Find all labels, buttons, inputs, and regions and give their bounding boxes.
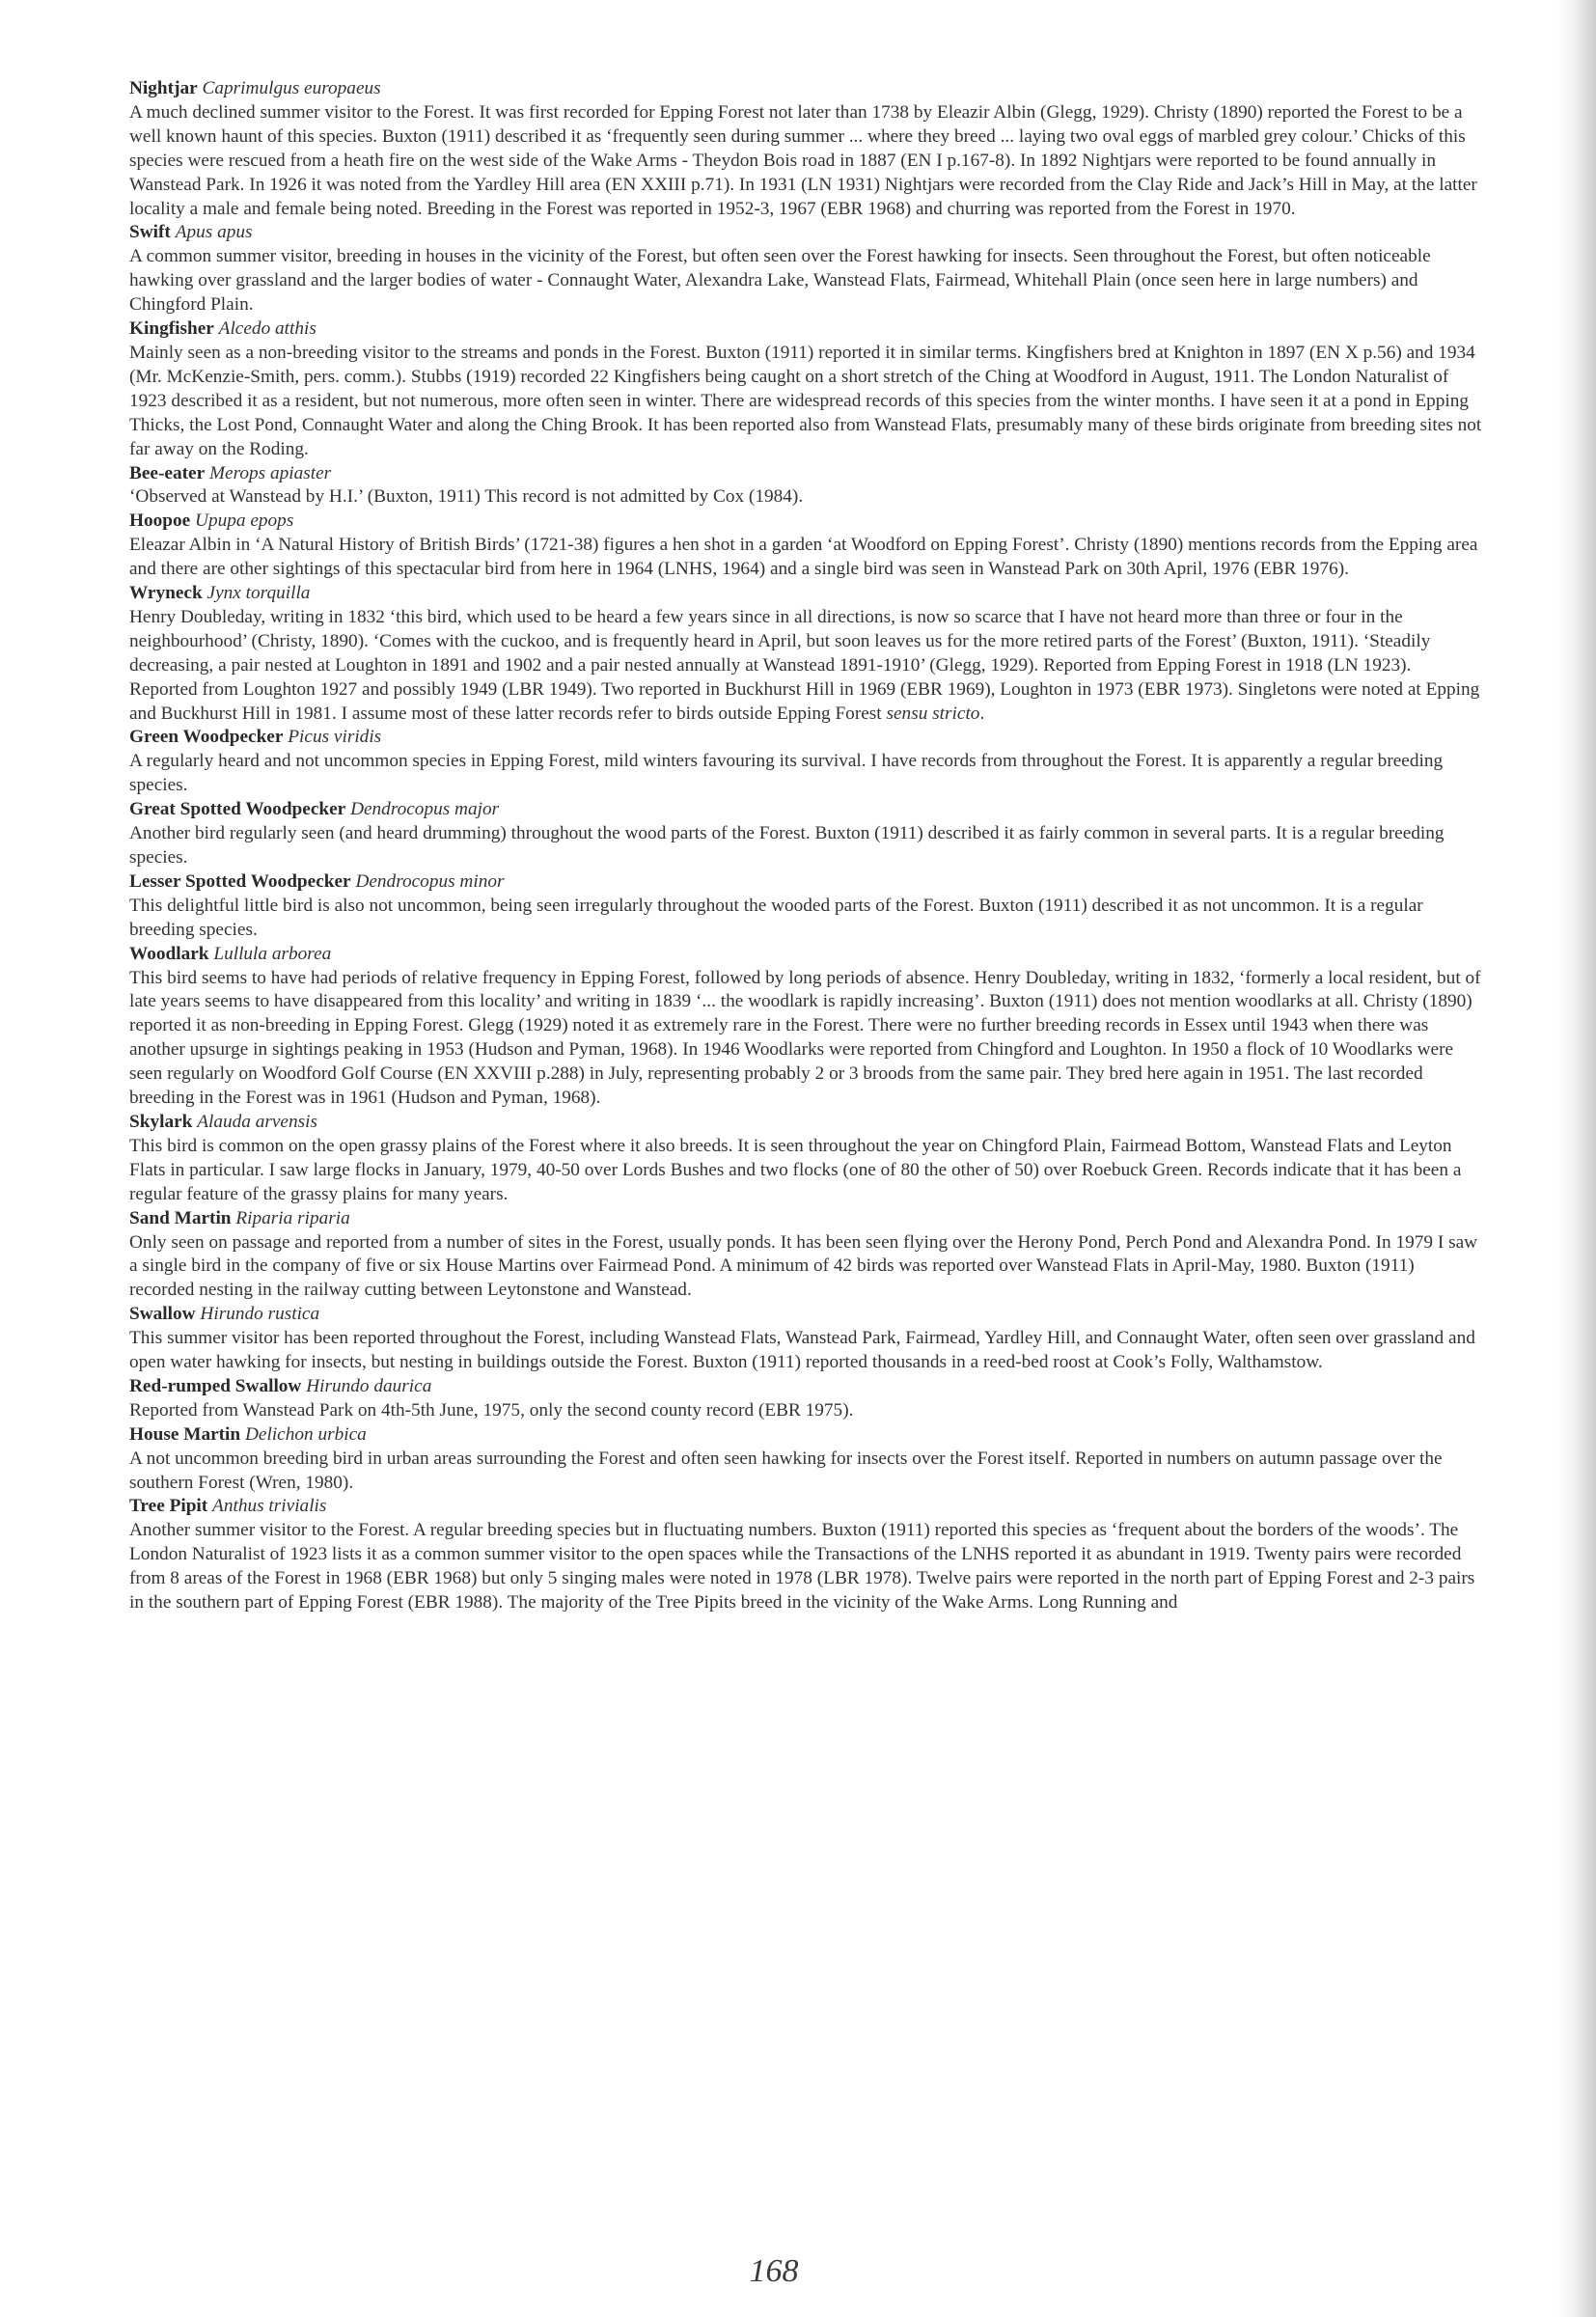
species-description (129, 1399, 1482, 1423)
species-latin-name: Anthus trivialis (212, 1496, 327, 1517)
species-latin-name: Hirundo daurica (306, 1375, 432, 1396)
species-description (129, 822, 1482, 870)
species-description (129, 967, 1482, 1111)
species-heading (129, 1375, 1482, 1399)
species-heading (129, 1111, 1482, 1135)
species-latin-name: Alauda arvensis (197, 1111, 317, 1132)
description-text: Another summer visitor to the Forest. A regular breeding species but in fluctuating numbers. Buxton (1911) reported this species as ‘frequent about the borders of the woods’. The London Naturalist of 1923 lists it as a common summer visitor to the open spaces while the Transactions of the LNHS reported it as abundant in 1919. Twenty pairs were recorded from 8 areas of the Forest in 1968 (EBR 1968) but only 5 singing males were noted in 1978 (LBR 1978). Twelve pairs were reported in the north part of Epping Forest and 2-3 pairs in the southern part of Epping Forest (EBR 1988). The majority of the Tree Pipits breed in the vicinity of the Wake Arms. Long Running and (129, 1520, 1475, 1614)
species-latin-name: Alcedo atthis (218, 318, 316, 340)
species-heading (129, 1423, 1482, 1448)
description-text: Another bird regularly seen (and heard drumming) throughout the wood parts of the Forest. Buxton (1911) described it as fairly common in several parts. It is a regular breeding species. (129, 823, 1445, 868)
species-common-name: Wryneck (129, 583, 203, 604)
species-heading (129, 462, 1482, 486)
species-entry (129, 1495, 1482, 1615)
species-description (129, 750, 1482, 798)
description-text: This summer visitor has been reported throughout the Forest, including Wanstead Flats, Wanstead Park, Fairmead, Yardley Hill, and Connaught Water, often seen over grassland and open water hawking for insects, but nesting in buildings outside the Forest. Buxton (1911) reported thousands in a reed-bed roost at Cook’s Folly, Walthamstow. (129, 1328, 1475, 1373)
description-text: Only seen on passage and reported from a number of sites in the Forest, usually ponds. It has been seen flying over the Herony Pond, Perch Pond and Alexandra Pond. In 1979 I saw a single bird in the company of five or six House Martins over Fairmead Pond. A minimum of 42 birds was reported over Wanstead Flats in April-May, 1980. Buxton (1911) recorded nesting in the railway cutting between Leytonstone and Wanstead. (129, 1231, 1478, 1301)
species-description (129, 606, 1482, 727)
description-text: This bird is common on the open grassy plains of the Forest where it also breeds. It is seen throughout the year on Chingford Plain, Fairmead Bottom, Wanstead Flats and Leyton Flats in particular. I saw large flocks in January, 1979, 40-50 over Lords Bushes and two flocks (one of 80 the other of 50) over Roebuck Green. Records indicate that it has been a regular feature of the grassy plains for many years. (129, 1135, 1462, 1204)
species-common-name: Green Woodpecker (129, 727, 284, 748)
species-entry (129, 726, 1482, 798)
species-heading (129, 1207, 1482, 1231)
italic-phrase: sensu stricto (886, 703, 980, 724)
description-text: Reported from Wanstead Park on 4th-5th June, 1975, only the second county record (EBR 1975). (129, 1399, 854, 1421)
species-latin-name: Riparia riparia (235, 1207, 350, 1228)
description-text: Mainly seen as a non-breeding visitor to the streams and ponds in the Forest. Buxton (1911) reported it in similar terms. Kingfishers bred at Knighton in 1897 (EN X p.56) and 1934 (Mr. McKenzie-Smith, pers. comm.). Stubbs (1919) recorded 22 Kingfishers being caught on a short stretch of the Ching at Woodford in August, 1911. The London Naturalist of 1923 described it as a resident, but not numerous, more often seen in winter. There are widespread records of this species from the winter months. I have seen it at a pond in Epping Thicks, the Lost Pond, Connaught Water and along the Ching Brook. It has been reported also from Wanstead Flats, presumably many of these birds originate from breeding sites not far away on the Roding. (129, 342, 1482, 459)
species-latin-name: Hirundo rustica (200, 1304, 320, 1325)
species-common-name: House Martin (129, 1423, 241, 1445)
species-latin-name: Picus viridis (288, 727, 382, 748)
species-description (129, 1327, 1482, 1375)
species-latin-name: Jynx torquilla (206, 583, 311, 604)
species-entry (129, 1111, 1482, 1207)
species-description (129, 534, 1482, 582)
species-common-name: Woodlark (129, 943, 209, 964)
description-text: Eleazar Albin in ‘A Natural History of British Birds’ (1721-38) figures a hen shot in a garden ‘at Woodford on Epping Forest’. Christy (1890) mentions records from the Epping area and there are other sightings of this spectacular bird from here in 1964 (LNHS, 1964) and a single bird was seen in Wanstead Park on 30th April, 1976 (EBR 1976). (129, 535, 1478, 580)
description-text: A much declined summer visitor to the Forest. It was first recorded for Epping Forest not later than 1738 by Eleazir Albin (Glegg, 1929). Christy (1890) reported the Forest to be a well known haunt of this species. Buxton (1911) described it as ‘frequently seen during summer ... where they breed ... laying two oval eggs of marbled grey colour.’ Chicks of this species were rescued from a heath fire on the west side of the Wake Arms - Theydon Bois road in 1887 (EN I p.167-8). In 1892 Nightjars were reported to be found annually in Wanstead Park. In 1926 it was noted from the Yardley Hill area (EN XXIII p.71). In 1931 (LN 1931) Nightjars were recorded from the Clay Ride and Jack’s Hill in May, at the latter locality a male and female being noted. Breeding in the Forest was reported in 1952-3, 1967 (EBR 1968) and churring was reported from the Forest in 1970. (129, 101, 1477, 219)
species-latin-name: Delichon urbica (244, 1423, 367, 1445)
species-description (129, 101, 1482, 222)
description-text: Henry Doubleday, writing in 1832 ‘this bird, which used to be heard a few years since in all directions, is now so scarce that I have not heard more than three or four in the neighbourhood’ (Christy, 1890). ‘Comes with the cuckoo, and is frequently heard in April, but soon leaves us for the more retired parts of the Forest’ (Buxton, 1911). ‘Steadily decreasing, a pair nested at Loughton in 1891 and 1902 and a pair nested annually at Wanstead 1891-1910’ (Glegg, 1929). Reported from Epping Forest in 1918 (LN 1923). Reported from Loughton 1927 and possibly 1949 (LBR 1949). Two reported in Buckhurst Hill in 1969 (EBR 1969), Loughton in 1973 (EBR 1973). Singletons were noted at Epping and Buckhurst Hill in 1981. I assume most of these latter records refer to birds outside Epping Forest (129, 606, 1480, 724)
species-description (129, 895, 1482, 943)
species-latin-name: Upupa epops (195, 510, 294, 532)
species-entry (129, 1423, 1482, 1496)
species-entry (129, 221, 1482, 317)
description-text: . (979, 703, 985, 724)
species-heading (129, 77, 1482, 101)
description-text: ‘Observed at Wanstead by H.I.’ (Buxton, 1911) This record is not admitted by Cox (1984). (129, 486, 804, 508)
species-description (129, 342, 1482, 462)
species-latin-name: Lullula arborea (213, 943, 332, 964)
species-common-name: Red-rumped Swallow (129, 1375, 302, 1396)
species-entry (129, 582, 1482, 726)
species-heading (129, 1303, 1482, 1327)
species-heading (129, 510, 1482, 534)
species-heading (129, 317, 1482, 342)
species-common-name: Tree Pipit (129, 1496, 208, 1517)
species-common-name: Swallow (129, 1304, 196, 1325)
species-description (129, 1231, 1482, 1304)
description-text: A common summer visitor, breeding in houses in the vicinity of the Forest, but often seen over the Forest hawking for insects. Seen throughout the Forest, but often noticeable hawking over grassland and the larger bodies of water - Connaught Water, Alexandra Lake, Wanstead Flats, Fairmead, Whitehall Plain (once seen here in large numbers) and Chingford Plain. (129, 246, 1431, 316)
page-edge-shadow (1557, 0, 1596, 2317)
species-latin-name: Dendrocopus minor (355, 870, 505, 892)
species-entry (129, 77, 1482, 221)
species-common-name: Lesser Spotted Woodpecker (129, 870, 351, 892)
species-latin-name: Caprimulgus europaeus (202, 78, 381, 98)
species-heading (129, 582, 1482, 606)
page-number: 168 (749, 2253, 799, 2289)
species-common-name: Kingfisher (129, 318, 214, 340)
description-text: This delightful little bird is also not uncommon, being seen irregularly throughout the wooded parts of the Forest. Buxton (1911) described it as not uncommon. It is a regular breeding species. (129, 895, 1423, 940)
species-entries (129, 77, 1482, 1615)
species-entry (129, 462, 1482, 510)
species-common-name: Skylark (129, 1111, 193, 1132)
species-heading (129, 943, 1482, 967)
species-common-name: Great Spotted Woodpecker (129, 799, 346, 820)
species-entry (129, 1207, 1482, 1304)
species-heading (129, 870, 1482, 895)
species-entry (129, 1375, 1482, 1423)
species-description (129, 1135, 1482, 1207)
species-description (129, 485, 1482, 510)
description-text: This bird seems to have had periods of relative frequency in Epping Forest, followed by long periods of absence. Henry Doubleday, writing in 1832, ‘formerly a local resident, but of late years seems to have disappeared from this locality’ and writing in 1839 ‘... the woodlark is rapidly increasing’. Buxton (1911) does not mention woodlarks at all. Christy (1890) reported it as non-breeding in Epping Forest. Glegg (1929) noted it as extremely rare in the Forest. There were no further breeding records in Essex until 1943 when there was another upsurge in sightings peaking in 1953 (Hudson and Pyman, 1968). In 1946 Woodlarks were reported from Chingford and Loughton. In 1950 a flock of 10 Woodlarks were seen regularly on Woodford Golf Course (EN XXVIII p.288) in July, representing probably 2 or 3 broods from the same pair. They bred here again in 1951. The last recorded breeding in the Forest was in 1961 (Hudson and Pyman, 1968). (129, 967, 1481, 1109)
species-entry (129, 870, 1482, 943)
species-entry (129, 510, 1482, 582)
species-common-name: Swift (129, 222, 171, 243)
species-heading (129, 1495, 1482, 1519)
species-heading (129, 726, 1482, 750)
species-entry (129, 317, 1482, 461)
species-latin-name: Merops apiaster (208, 462, 332, 483)
species-description (129, 245, 1482, 317)
species-heading (129, 798, 1482, 822)
species-common-name: Sand Martin (129, 1207, 232, 1228)
species-heading (129, 221, 1482, 245)
species-latin-name: Dendrocopus major (350, 799, 500, 820)
species-description (129, 1448, 1482, 1496)
species-common-name: Bee-eater (129, 462, 206, 483)
species-entry (129, 1303, 1482, 1375)
species-common-name: Nightjar (129, 78, 198, 98)
species-entry (129, 943, 1482, 1111)
description-text: A regularly heard and not uncommon species in Epping Forest, mild winters favouring its survival. I have records from throughout the Forest. It is apparently a regular breeding species. (129, 751, 1444, 796)
species-entry (129, 798, 1482, 870)
species-latin-name: Apus apus (175, 222, 253, 243)
species-description (129, 1519, 1482, 1615)
description-text: A not uncommon breeding bird in urban areas surrounding the Forest and often seen hawking for insects over the Forest itself. Reported in numbers on autumn passage over the southern Forest (Wren, 1980). (129, 1448, 1443, 1493)
species-common-name: Hoopoe (129, 510, 191, 532)
